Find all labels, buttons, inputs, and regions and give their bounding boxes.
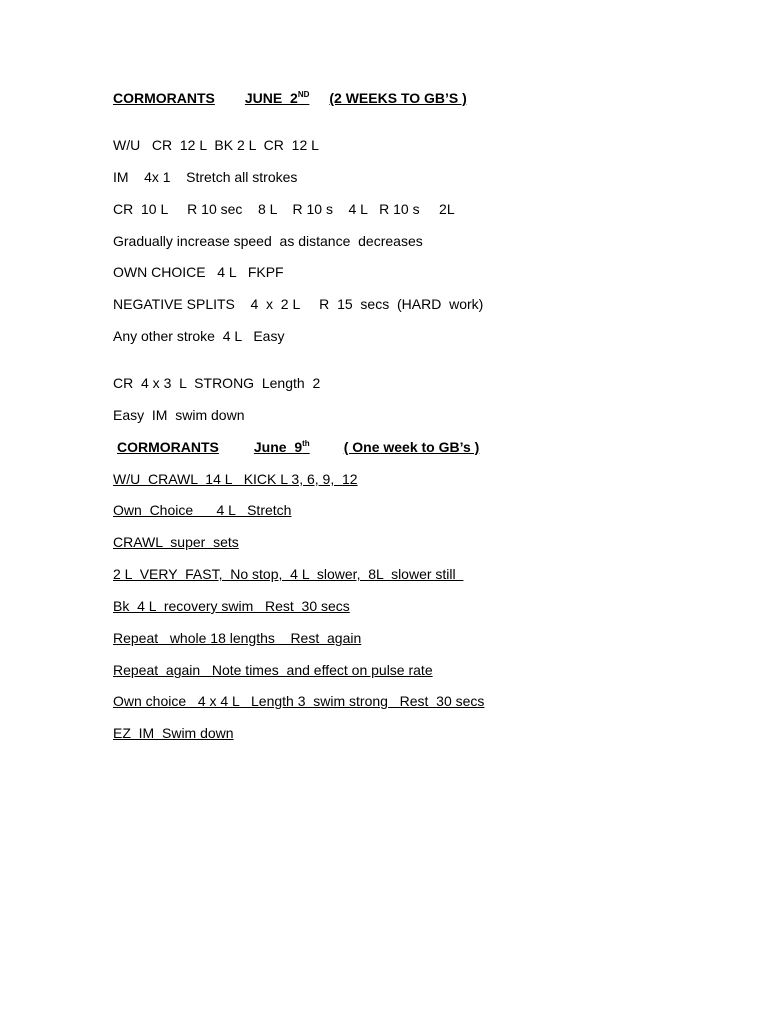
session2-date-suffix: th (302, 439, 310, 448)
session2-line: Bk 4 L recovery swim Rest 30 secs (113, 598, 350, 614)
session1-line: CR 4 x 3 L STRONG Length 2 (113, 375, 321, 391)
session2-line: Own Choice 4 L Stretch (113, 502, 292, 518)
session2-line: Repeat again Note times and effect on pulse rate (113, 662, 433, 678)
session2-date: June 9 (253, 439, 303, 455)
session1-line: CR 10 L R 10 sec 8 L R 10 s 4 L R 10 s 2L (113, 201, 455, 217)
session1-line: W/U CR 12 L BK 2 L CR 12 L (113, 137, 319, 153)
session1-line: NEGATIVE SPLITS 4 x 2 L R 15 secs (HARD work) (113, 296, 484, 312)
session2-line: Own choice 4 x 4 L Length 3 swim strong Rest 30 secs (113, 693, 485, 709)
session2-note: ( One week to GB’s ) (343, 439, 480, 455)
session2-line: W/U CRAWL 14 L KICK L 3, 6, 9, 12 (113, 471, 358, 487)
session1-note: (2 WEEKS TO GB’S ) (329, 90, 467, 106)
session2-heading (117, 438, 479, 456)
session1-line: Easy IM swim down (113, 407, 245, 423)
session1-line: Any other stroke 4 L Easy (113, 328, 285, 344)
session1-heading (113, 89, 467, 107)
session2-line: Repeat whole 18 lengths Rest again (113, 630, 362, 646)
session1-line: Gradually increase speed as distance decreases (113, 233, 423, 249)
session2-line: CRAWL super sets (113, 534, 239, 550)
session1-team: CORMORANTS (113, 90, 215, 106)
session1-line: IM 4x 1 Stretch all strokes (113, 169, 298, 185)
session1-date-suffix: ND (297, 90, 310, 99)
session2-line: 2 L VERY FAST, No stop, 4 L slower, 8L slower still (113, 566, 464, 582)
session2-team: CORMORANTS (117, 439, 219, 455)
session1-line: OWN CHOICE 4 L FKPF (113, 264, 284, 280)
session2-line: EZ IM Swim down (113, 725, 234, 741)
session1-date: JUNE 2 (244, 90, 298, 106)
